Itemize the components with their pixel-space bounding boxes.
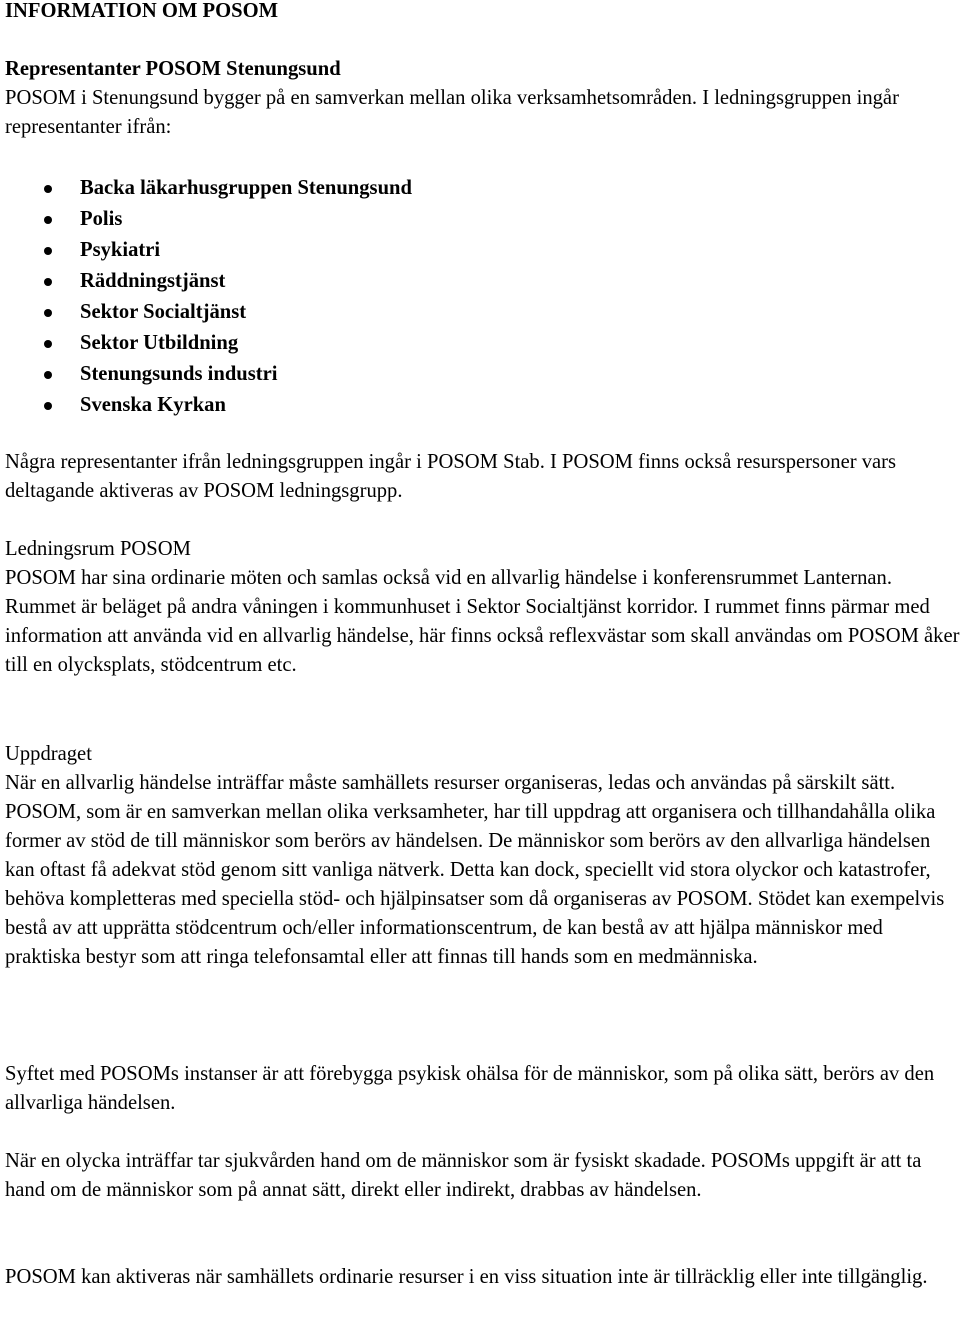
list-item: Sektor Utbildning <box>0 328 412 359</box>
bullet-icon <box>44 278 52 286</box>
section-heading-representatives: Representanter POSOM Stenungsund <box>5 58 341 80</box>
list-item: Sektor Socialtjänst <box>0 297 412 328</box>
uppdraget-text: När en allvarlig händelse inträffar måste samhällets resurser organiseras, ledas och användas på särskilt sätt. POSOM, som är en samverkan mellan olika verksamheter, har till uppdrag att organisera och tillhandahålla olika former av stöd de till människor som berörs av händelsen. De människor som berörs av den allvarliga händelsen kan oftast få adekvat stöd genom sitt vanliga nätverk. Detta kan dock, speciellt vid stora olyckor och katastrofer, behöva kompletteras med speciella stöd- och hjälpinsatser som då organiseras av POSOM. Stödet kan exempelvis bestå av att upprätta stödcentrum och/eller informationscentrum, de kan bestå av att hjälpa människor med praktiska bestyr som att ringa telefonsamtal eller att finnas till hands som en medmänniska. <box>5 772 945 968</box>
list-item: Räddningstjänst <box>0 266 412 297</box>
bullet-icon <box>44 371 52 379</box>
paragraph-syftet: Syftet med POSOMs instanser är att förebygga psykisk ohälsa för de människor, som på olika sätt, berörs av den allvarliga händelsen. <box>5 1063 935 1114</box>
representatives-intro: POSOM i Stenungsund bygger på en samverkan mellan olika verksamhetsområden. I ledningsgruppen ingår representanter ifrån: <box>5 87 899 138</box>
paragraph-olycka: När en olycka inträffar tar sjukvården hand om de människor som är fysiskt skadade. POSOMs uppgift är att ta hand om de människor som på annat sätt, direkt eller indirekt, drabbas av händelsen. <box>5 1150 922 1201</box>
list-item: Backa läkarhusgruppen Stenungsund <box>0 173 412 204</box>
list-item: Polis <box>0 204 412 235</box>
list-item: Stenungsunds industri <box>0 359 412 390</box>
paragraph-aktivering: POSOM kan aktiveras när samhällets ordinarie resurser i en viss situation inte är tillräcklig eller inte tillgänglig. <box>5 1266 928 1288</box>
ledningsrum-text: POSOM har sina ordinarie möten och samlas också vid en allvarlig händelse i konferensrummet Lanternan. Rummet är beläget på andra våningen i kommunhuset i Sektor Socialtjänst korridor. I rummet finns pärmar med information att använda vid en allvarlig händelse, här finns också reflexvästar som skall användas om POSOM åker till en olycksplats, stödcentrum etc. <box>5 567 960 676</box>
document-title: INFORMATION OM POSOM <box>5 0 279 22</box>
bullet-icon <box>44 185 52 193</box>
bullet-icon <box>44 216 52 224</box>
bullet-icon <box>44 247 52 255</box>
section-heading-ledningsrum: Ledningsrum POSOM <box>5 538 191 560</box>
list-item: Svenska Kyrkan <box>0 390 412 421</box>
section-uppdraget <box>5 740 960 972</box>
section-ledningsrum <box>5 535 960 680</box>
bullet-icon <box>44 340 52 348</box>
list-item: Psykiatri <box>0 235 412 266</box>
bullet-icon <box>44 309 52 317</box>
representatives-list <box>0 173 412 421</box>
section-heading-uppdraget: Uppdraget <box>5 743 92 765</box>
representatives-note: Några representanter ifrån ledningsgruppen ingår i POSOM Stab. I POSOM finns också resurspersoner vars deltagande aktiveras av POSOM ledningsgrupp. <box>5 451 897 502</box>
section-representatives <box>5 55 960 142</box>
bullet-icon <box>44 402 52 410</box>
